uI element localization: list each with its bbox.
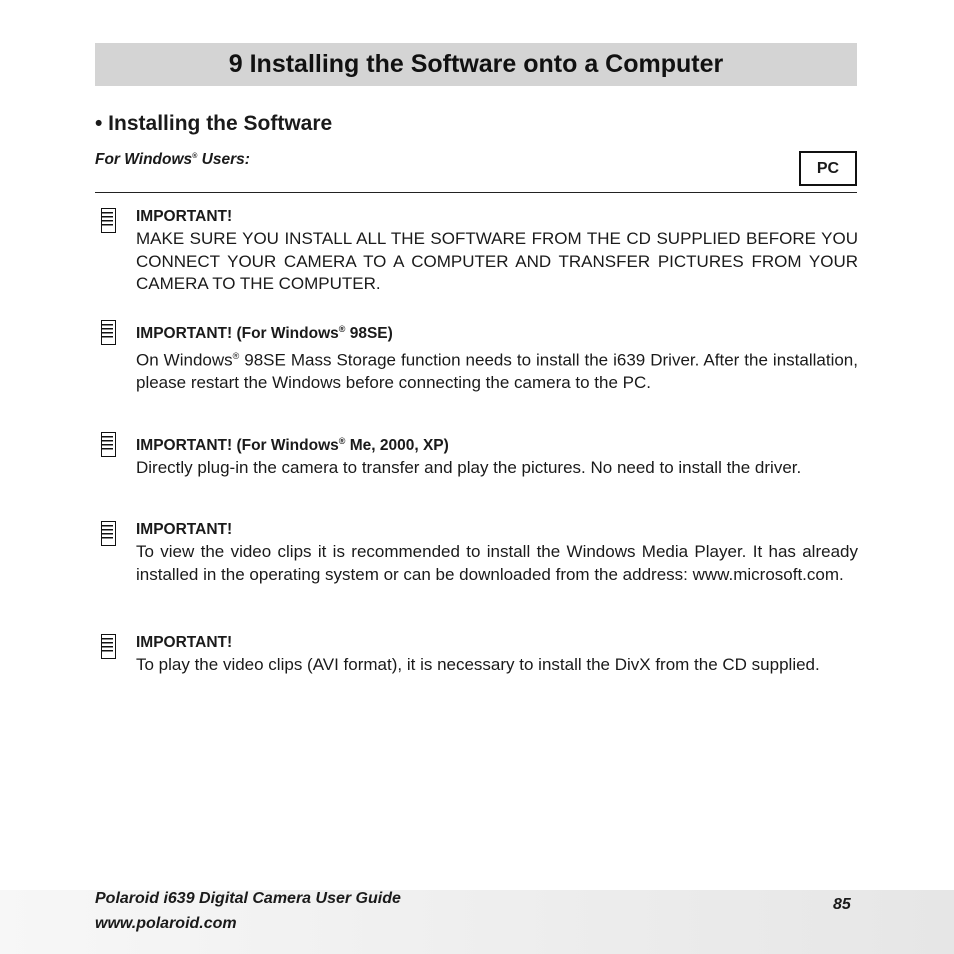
note-title-prefix: IMPORTANT! (For Windows [136, 437, 339, 455]
windows-users-subheading [95, 151, 250, 169]
note-text-prefix: On Windows [136, 350, 233, 370]
notepad-icon [97, 320, 116, 345]
important-note-me-2000-xp [95, 430, 858, 480]
important-note-media-player [95, 519, 858, 586]
notepad-icon [97, 634, 116, 659]
note-title [136, 318, 858, 345]
note-text: Directly plug-in the camera to transfer and play the pictures. No need to install the driver. [136, 458, 802, 478]
section-heading: • Installing the Software [95, 112, 333, 135]
pc-badge: PC [799, 151, 857, 186]
note-title: IMPORTANT! [136, 521, 233, 538]
page-number: 85 [833, 896, 851, 913]
notepad-icon [97, 432, 116, 457]
note-title: IMPORTANT! [136, 634, 233, 651]
note-text: To play the video clips (AVI format), it is necessary to install the DivX from the CD supplied. [136, 655, 820, 674]
note-text: MAKE SURE YOU INSTALL ALL THE SOFTWARE FROM THE CD SUPPLIED BEFORE YOU CONNECT YOUR CAMERA TO A COMPUTER AND TRANSFER PICTURES FROM YOUR CAMERA TO THE COMPUTER. [136, 229, 858, 293]
registered-mark: ® [338, 324, 346, 334]
note-text: To view the video clips it is recommended to install the Windows Media Player. It has already installed in the operating system or can be downloaded from the address: www.microsoft.com. [136, 542, 858, 584]
notepad-icon [97, 208, 116, 233]
registered-mark: ® [338, 436, 346, 446]
note-title: IMPORTANT! [136, 208, 233, 225]
subheading-suffix: Users: [197, 151, 250, 168]
footer-website: www.polaroid.com [95, 915, 237, 932]
note-title-suffix: 98SE) [345, 325, 393, 343]
important-note-divx [95, 632, 858, 677]
note-title-prefix: IMPORTANT! (For Windows [136, 325, 339, 343]
note-title [136, 430, 858, 457]
chapter-title: 9 Installing the Software onto a Computer [228, 50, 724, 78]
subheading-prefix: For Windows [95, 151, 193, 168]
chapter-title-bar [95, 43, 857, 86]
divider [95, 192, 857, 193]
important-note-98se [95, 318, 858, 395]
notepad-icon [97, 521, 116, 546]
registered-mark: ® [232, 351, 240, 362]
note-text-suffix: 98SE Mass Storage function needs to install the i639 Driver. After the installation, please restart the Windows before connecting the camera to the PC. [136, 350, 858, 393]
note-text [136, 345, 858, 395]
important-note [95, 206, 858, 296]
footer-guide-title: Polaroid i639 Digital Camera User Guide [95, 890, 401, 907]
registered-mark: ® [192, 152, 198, 160]
note-title-suffix: Me, 2000, XP) [345, 437, 449, 455]
